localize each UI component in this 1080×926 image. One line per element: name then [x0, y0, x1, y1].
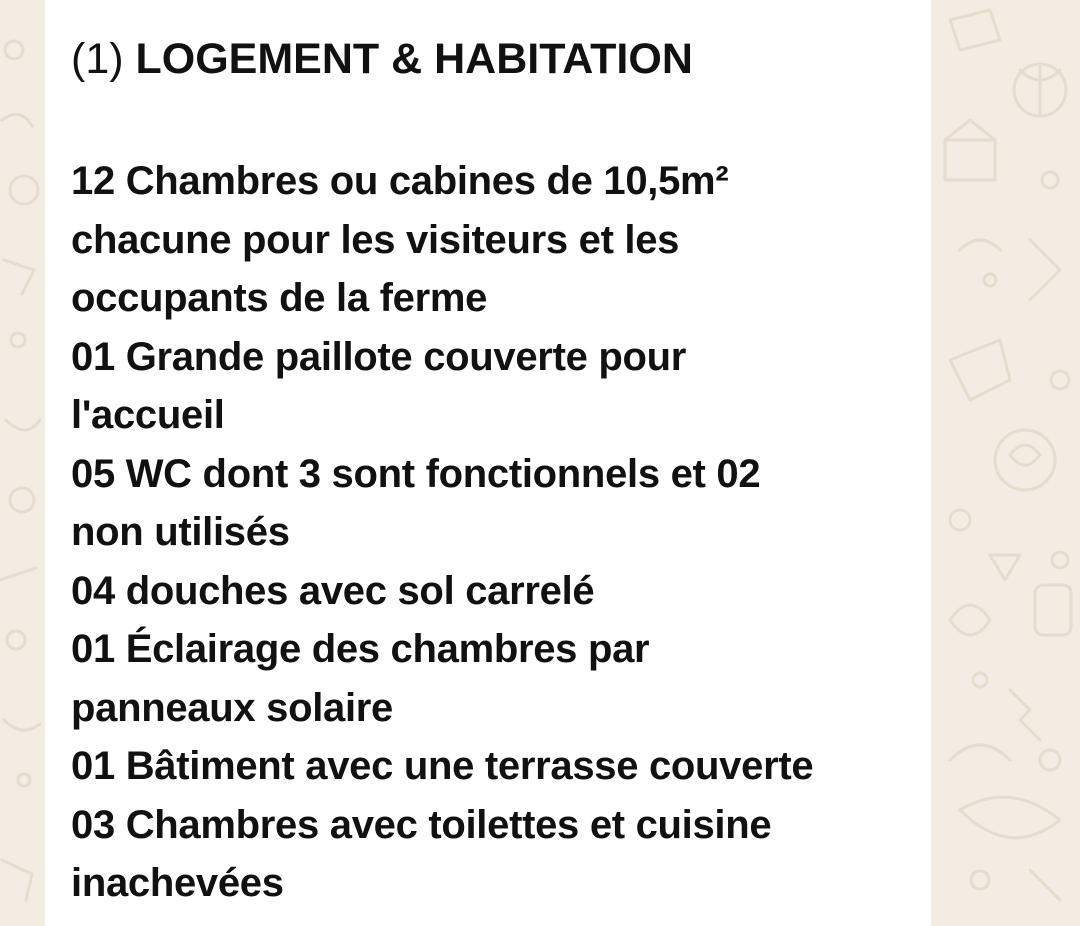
message-line: inachevées — [71, 861, 284, 905]
message-line: 01 Grande paillote couverte pour — [71, 334, 687, 379]
message-line: 01 Éclairage des chambres par — [71, 627, 650, 671]
heading-number: (1) — [71, 35, 124, 83]
message-bubble[interactable] — [45, 0, 931, 926]
message-line: 01 Bâtiment avec une terrasse couverte — [71, 744, 814, 788]
message-heading — [71, 28, 911, 90]
message-line: 03 Chambres avec toilettes et cuisine — [71, 802, 772, 847]
message-line: occupants de la ferme — [71, 276, 488, 320]
blank-line — [71, 90, 911, 152]
message-line: non utilisés — [71, 510, 290, 554]
message-line: panneaux solaire — [71, 685, 393, 730]
message-body — [71, 152, 911, 913]
message-line: l'accueil — [71, 393, 225, 437]
message-line: 12 Chambres ou cabines de 10,5m² — [71, 159, 729, 203]
message-line: 05 WC dont 3 sont fonctionnels et 02 — [71, 451, 761, 496]
heading-title: LOGEMENT & HABITATION — [135, 35, 693, 83]
message-line: 04 douches avec sol carrelé — [71, 568, 595, 613]
message-line: chacune pour les visiteurs et les — [71, 217, 680, 262]
